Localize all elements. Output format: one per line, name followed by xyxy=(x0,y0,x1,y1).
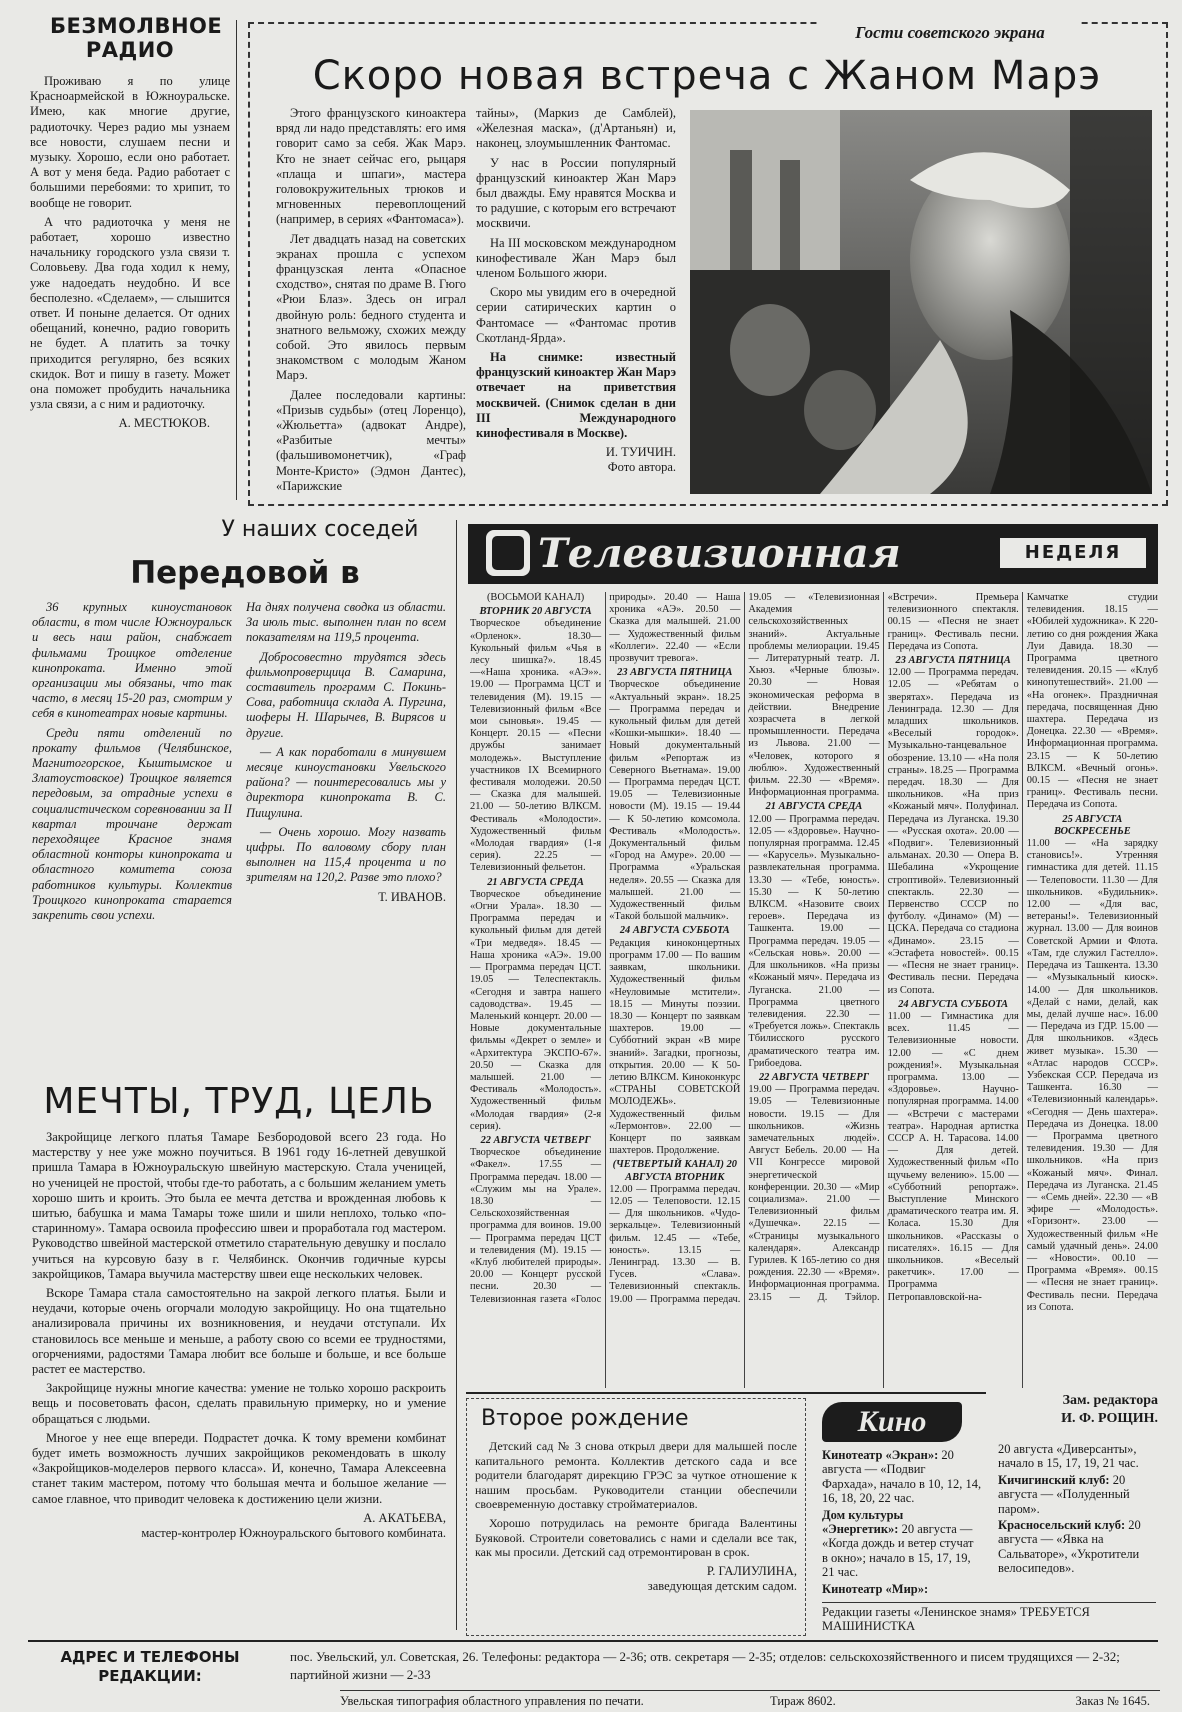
tv-block xyxy=(609,667,740,923)
neighbors-paragraph: На днях получена сводка из области. За июль тыс. выполнен план по всем показателям на 119,5 процента. xyxy=(246,600,446,645)
kino-venue: Красносельский клуб: xyxy=(998,1518,1126,1533)
editor-title: Зам. редактора xyxy=(1062,1393,1158,1408)
section-divider xyxy=(466,1392,986,1394)
kino-listing xyxy=(998,1473,1158,1516)
marais-paragraph: На III московском международном кинофестивале Жан Марэ был членом Большого жюри. xyxy=(476,235,676,281)
marais-kicker: Гости советского экрана xyxy=(820,22,1080,44)
kino-listing xyxy=(822,1448,982,1506)
dreams-paragraph: Закройщице легкого платья Тамаре Безбородовой всего 23 года. Но мастерству у нее уже можно поучиться. В 1961 году 16-летней девушкой пришла Тамара в Южноуральскую швейную мастерскую. Стала ученицей, но ученицей не простой, чтобы где-то работать, а с большим желанием уметь хорошо шить и кроить. Это была ее мечта детства и врожденная любовь к шитью, бабушка и мама Тамары тоже шили и шили неплохо, только «по-старинному». Тамара освоила профессию швеи и проработала год мастером. Руководство швейной мастерской отметило старательную девушку и послало учиться на курсовую базу в г. Челябинск. Окончив годичные курсы закройщиков, Тамара выучила мастерству швеи еще нескольких человек. xyxy=(32,1130,446,1281)
kino-listing-text: 20 августа — «Когда дождь и ветер стучат в окно»; начало в 15, 17, 19, 21 час. xyxy=(822,1522,974,1580)
neighbors-headline: Передовой в xyxy=(130,555,360,591)
neighbors-paragraph: — Очень хорошо. Могу назвать цифры. По валовому сбору план выполнен на 115,4 процента и по зрителям на 120,2. Разве это плохо? xyxy=(246,824,446,885)
rebirth-signature: Р. ГАЛИУЛИНА, xyxy=(706,1563,797,1578)
tv-day: ВТОРНИК 20 АВГУСТА xyxy=(479,606,592,618)
kino-listing xyxy=(822,1508,982,1580)
kino-col1 xyxy=(822,1448,982,1598)
tv-day: 24 АВГУСТА СУББОТА xyxy=(898,998,1009,1010)
tv-screen-icon xyxy=(486,530,530,576)
neighbors-paragraph: Среди пяти отделений по прокату фильмов (Челябинское, Магнитогорское, Кыштымское и Златоустовское) Троицкое является передовым, за отрадные успехи в социалистическом соревновании за II квартал троичане держат переходящее Красное знамя областной конторы кинопроката и областного комитета союза работников культуры. Коллектив Троицкого кинопроката старается закрепить свои успехи. xyxy=(32,725,232,923)
tv-day: 21 АВГУСТА СРЕДА xyxy=(487,876,584,888)
tv-day: 23 АВГУСТА ПЯТНИЦА xyxy=(617,667,733,679)
tv-day: 25 АВГУСТА ВОСКРЕСЕНЬЕ xyxy=(1054,813,1131,837)
tv-banner-title: Телевизионная xyxy=(538,530,901,577)
kino-listing-text: 20 августа — «Явка на Сальваторе», «Укротители велосипедов». xyxy=(998,1518,1141,1576)
footer-order: Заказ № 1645. xyxy=(1075,1694,1150,1708)
tv-program: 12.00 — Программа передач. 12.05 — «Здоровье». Научно-популярная программа. 12.45 — «Карусель». Музыкально-развлекательная программа. 13.30 — «Тебе, юность». 15.30 — К 50-летию ВЛКСМ. «Назовите своих героев». Передача из Ташкента. 19.00 — Программа передач. 19.05 — «Сельская новь». 20.00 — Для школьников. «На призы «Кожаный мяч». Передача из Луганска. 21.00 — Программа цветного телевидения. 22.30 — «Требуется ложь». Спектакль Тбилисского русского драматического театра им. Грибоедова. xyxy=(748,813,880,1069)
tv-day: 21 АВГУСТА СРЕДА xyxy=(765,801,863,813)
radio-paragraph: Проживаю я по улице Красноармейской в Южноуральске. Имею, как многие другие, радиоточку. Через радио мы узнаем все новости, слушаем песни и музыку. Хорошо, если оно работает. А вот у меня беда. Радио работает с большими перебоями: то хрипит, то вообще не говорит. xyxy=(30,74,230,210)
tv-program: Творческое объединение «Огни Урала». 18.30 — Программа передач и кукольный фильм для детей «Три медведя». 18.45 —Наша хроника «АЭ». 19.00 — Программа передач ЦСТ. 19.05 — Телеспектакль. «Сегодня и завтра нашего садоводства». 19.45 — Маленький концерт. 20.00 — Новые документальные фильмы «Декрет о земле» и «Архитектура ЭКСПО-67». 20.50 — Сказка для малышей. 21.00 — Фестиваль «Молодость». Художественный фильм «Молодая гвардия» (2-я серия). xyxy=(470,888,602,1132)
radio-paragraph: А что радиоточка у меня не работает, хорошо известно начальнику городского узла связи т. Соловьеву. Два года ходил к нему, уже надоедать неудобно. И все бесполезно. «Сделаем», — слышится ответ. И поныне делается. От одних обещаний, конечно, радио говорить не будет. А платить за точку приходится регулярно, без всяких скидок. Вот и пишу в газету. Может она поможет пробудить начальника узла связи, а с ним и радиоточку. xyxy=(30,214,230,412)
rebirth-paragraph: Детский сад № 3 снова открыл двери для малышей после капитального ремонта. Коллектив детского сада и все родители благодарят дирекцию ГРЭС за чуткое отношение к нашим просьбам. Руководители станции обеспечили своевременную доставку стройматериалов. xyxy=(475,1439,797,1512)
marais-photo-credit: Фото автора. xyxy=(607,460,676,475)
editor-name: И. Ф. РОЩИН. xyxy=(1061,1411,1158,1426)
kino-listing xyxy=(998,1518,1158,1576)
tv-block xyxy=(470,606,601,874)
dreams-article xyxy=(32,1130,446,1630)
tv-program: 19.00 — Программа передач. 19.05 — Телевизионные новости. 19.15 — Для школьников. «Жизнь замечательных людей». Август Бебель. 20.00 — На VII Конгрессе мировой энергетической конференции. 20.30 — «Мир социализма». 21.00 — Телевизионный фильм «Душечка». 22.15 — «Страницы музыкального календаря». Александр Гурилев. К 165-летию со дня рождения. 22.30 — «Время». Информационная программа. 23.15 — Д. Тэйлор. «Встречи». Премьера телевизионного спектакля. 00.15 — «Песня не знает границ». Фестиваль песни. Передача из Сопота. xyxy=(748,592,1019,1303)
kino-venue: Дом культуры «Энергетик»: xyxy=(822,1507,904,1537)
rebirth-paragraph: Хорошо потрудилась на ремонте бригада Валентины Буяковой. Строители советовались с нами и сделали все так, как мы просили. Детский сад отремонтирован в срок. xyxy=(475,1515,797,1560)
neighbors-paragraph: 36 крупных киноустановок области, в том числе Южноуральск и весь наш район, снабжает фильмами Троицкое отделение кинопроката. Именно этой организации мы обязаны, что так часто, в месяц 15-20 раз, смотрим у себя в кинотеатрах новые картины. xyxy=(32,600,232,721)
tv-day: (ЧЕТВЕРТЫЙ КАНАЛ) 20 АВГУСТА ВТОРНИК xyxy=(612,1159,737,1183)
dreams-paragraph: Вскоре Тамара стала самостоятельно на закрой легкого платья. Были и неудачи, которые очень огорчали молодую закройщицу. Но она тщательно анализировала причины их возникновения, и неудачи отступали. Их становилось все меньше и меньше, а работу свою со всеми ее трудностями, огорчениями, радостями Тамара любит все больше и больше, и все больше растет ее мастерство. xyxy=(32,1286,446,1377)
rebirth-headline: Второе рождение xyxy=(481,1406,689,1431)
rebirth-position: заведующая детским садом. xyxy=(647,1578,797,1593)
tv-banner xyxy=(468,524,1158,584)
tv-intro: (ВОСЬМОЙ КАНАЛ) xyxy=(486,592,585,603)
dreams-paragraph: Многое у нее еще впереди. Подрастет дочка. К тому времени комбинат будет иметь возможность лучших закройщиков рекомендовать в школу «Закройщиков-моделеров первого класса». И, конечно, Тамара Алексеевна станет таким мастером, потому что большая мечта и большое желание — самое главное, что приводит человека к достижению цели жизни. xyxy=(32,1430,446,1506)
tv-day: 22 АВГУСТА ЧЕТВЕРГ xyxy=(758,1071,869,1083)
footer-rule xyxy=(28,1640,1158,1642)
marais-paragraph: тайны», (Маркиз де Самблей), «Железная маска», (д'Артаньян) и, наконец, злоумышленник Фантомас. xyxy=(476,106,676,151)
column-divider xyxy=(456,520,457,1630)
kino-venue: Кичигинский клуб: xyxy=(998,1472,1110,1487)
marais-paragraph: Этого французского киноактера вряд ли надо представлять: его имя говорит само за себя. Жак Марэ. Кто не знает сейчас его, рыцаря «плаща и шпаги», мастера головокружительных трюков и мгновенных перевоплощений (например, в сериях «Фантомаса»). xyxy=(276,106,466,227)
tv-program: Творческое объединение «Факел». 17.55 — Программа передач. 18.00 — «Служим мы на Урале». 18.30 — Сельскохозяйственная программа для воинов. 19.00 — Программа передач ЦСТ и телевидения (М). 19.15 — «Клуб любителей природы». 20.00 — Концерт русской песни. 20.30 — Телевизионная газета «Голос природы». 20.40 — Наша хроника «АЭ». 20.50 — Сказка для малышей. 21.00 — Художественный фильм «Коллеги». 22.40 — «Если прозвучит тревога». xyxy=(470,592,741,1305)
tv-program: 11.00 — «На зарядку становись!». Утренняя гимнастика для детей. 11.15 — Телеповости. 11.30 — Для школьников. «Будильник». 12.00 — «Для вас, ветераны!». Телевизионный журнал. 13.00 — Для воинов Советской Армии и Флота. «Там, где служил Гастелло». Передача из Ташкента. 13.30 — «Музыкальный киоск». 14.00 — Для школьников. «Делай с нами, делай, как мы, делай лучше нас». 16.00 — Передача из ГДР. 15.00 — Для школьников. «Здесь живет музыка». 15.30 — «Атлас народов СССР». Узбекская ССР. Передача из Ташкента. 16.30 — «Телевизионный календарь». «Сегодня — День шахтера». Передача из Донецка. 18.00 — Программа цветного телевидения. 19.30 — Для школьников. «На приз «Кожаный мяч». Финал. Передача из Луганска. 21.45 — «Семь дней». 22.30 — «В эфире — «Молодость». «Горизонт». 23.00 — Художественный фильм «Не самый удачный день». 24.00 — «Новости». 00.10 — Программа «Время». 00.15 — «Песня не знает границ». Фестиваль песни. Передача из Сопота. xyxy=(1026,838,1158,1313)
footer-label: АДРЕС И ТЕЛЕФОНЫ РЕДАКЦИИ: xyxy=(60,1648,240,1685)
job-ad: Редакции газеты «Ленинское знамя» ТРЕБУЕТСЯ МАШИНИСТКА xyxy=(822,1602,1156,1633)
radio-title: БЕЗМОЛВНОЕ РАДИО xyxy=(50,14,223,62)
neighbors-kicker: У наших соседей xyxy=(221,517,419,542)
radio-signature: А. МЕСТЮКОВ. xyxy=(118,416,210,431)
footer-printer: Увельская типография областного управления по печати. xyxy=(340,1694,644,1708)
marais-paragraph: У нас в России популярный французский киноактер Жан Марэ был дважды. Ему нравятся Москва и то радушие, с которым его встречают москвичи. xyxy=(476,155,676,231)
tv-program: 12.00 — Программа передач. 12.05 — Телеповости. 12.15 — Для школьников. «Чудо-зеркальце». Телевизионный фильм. 12.45 — «Тебе, юность». 13.15 — Ленинград. 13.30 — В. Гусев. «Слава». Телевизионный спектакль. 19.00 — Программа передач. 19.05 — «Телевизионная Академия сельскохозяйственных знаний». Актуальные проблемы мелиорации. 19.45 — Литературный театр. Л. Хьюз. «Черные блюзы». 20.30 — Новая экономическая реформа в действии. Внедрение хозрасчета в легкой промышленности. Передача из Львова. 21.00 — «Человек, которого я люблю». Художественный фильм. 22.30 — «Время». Информационная программа. xyxy=(609,592,880,1305)
tv-day: 22 АВГУСТА ЧЕТВЕРГ xyxy=(480,1134,591,1146)
tv-block xyxy=(1027,814,1158,1314)
kino-listing xyxy=(998,1442,1158,1471)
tv-program: Творческое объединение «Орленок». 18.30—Кукольный фильм «Чья в лесу шишка?». 18.45 —«Наша хроника. «АЭ»». 19.00 — Программа ЦСТ и телевидения (М). 19.15 — Телевизионный фильм «Все мои сыновья». 19.45 — Концерт. 20.15 — «Песни дружбы занимает молодежь». Выступление участников IX Всемирного фестиваля молодежи. 20.50 — Сказка для малышей. 21.00 — 50-летию ВЛКСМ. Фестиваль «Молодости». Художественный фильм «Молодая гвардия» (1-я серия). 22.25 — Телевизионный фельетон. xyxy=(470,618,602,874)
tv-program: Творческое объединение «Актуальный экран». 18.25 — Программа передач и кукольный фильм для детей «Кошки-мышки». 18.40 — Новый документальный фильм «Репортаж из Северного Вьетнама». 19.00 — Программа передач ЦСТ. 19.05 — Телевизионные новости (М). 19.15 — 19.44 — К 50-летию комсомола. Фестиваль «Молодость». Документальный фильм «Город на Амуре». 20.00 — Программа «Уральская неделя». 20.55 — Сказка для малышей. 21.00 — Художественный фильм «Такой большой мальчик». xyxy=(609,679,741,923)
dreams-headline: МЕЧТЫ, ТРУД, ЦЕЛЬ xyxy=(43,1081,435,1122)
marais-signature: И. ТУИЧИН. xyxy=(605,445,676,460)
neighbors-paragraph: Добросовестно трудятся здесь фильмопроверщица В. Самарина, составитель программ С. Покинь-Сова, работница склада А. Пургина, шоферы Н. Шарычев, В. Вирясов и другие. xyxy=(246,649,446,740)
neighbors-paragraph: — А как поработали в минувшем месяце киноустановки Увельского района? — поинтересовались мы у директора кинопроката В. С. Пищулина. xyxy=(246,744,446,820)
footer-printer-line xyxy=(340,1690,1160,1711)
kino-venue: Кинотеатр «Экран»: xyxy=(822,1448,939,1462)
dreams-paragraph: Закройщице нужны многие качества: умение не только хорошо раскроить вещь и посоветовать фасон, сделать правильную примерку, но и умение обращаться с людьми. xyxy=(32,1381,446,1426)
marais-paragraph: Далее последовали картины: «Призыв судьбы» (отец Лоренцо), «Жюльетта» (адвокат Андре), «Разбитые мечты» (фальшивомонетчик), «Граф Монте-Кристо» (Эдмон Дантес), «Парижские xyxy=(276,387,466,493)
kino-listing-text: 20 августа — «Подвиг Фархада», начало в 10, 12, 14, 16, 18, 20, 22 час. xyxy=(822,1448,982,1506)
neighbors-col1 xyxy=(32,600,232,1080)
radio-letter xyxy=(30,14,230,504)
kino-listing-text: 20 августа — «Полуденный паром». xyxy=(998,1472,1130,1516)
neighbors-col2 xyxy=(246,600,446,1070)
kino-listing-text: 20 августа «Диверсанты», начало в 15, 17, 19, 21 час. xyxy=(998,1442,1139,1471)
kino-logo-text: Кино xyxy=(857,1405,927,1438)
marais-paragraph: Лет двадцать назад на советских экранах прошла с успехом французская лента «Опасное сходство», снятая по драме В. Гюго «Рюи Блаз». Здесь он играл двойную роль: бедного студента и знатного вельможу, схожих между собой. Это явилось первым знакомством с молодым Жаном Марэ. xyxy=(276,231,466,383)
kino-col2 xyxy=(998,1442,1158,1598)
footer-circulation: Тираж 8602. xyxy=(770,1694,836,1708)
column-divider xyxy=(236,20,237,500)
tv-program: 11.00 — Гимнастика для всех. 11.45 — Телевизионные новости. 12.00 — «С днем рождения!». Музыкальная программа. 13.00 — «Здоровье». Научно-популярная программа. 14.00 — «Встречи с мастерами театра». Народная артистка СССР А. Н. Тарасова. 14.00 — Для детей. Художественный фильм «По щучьему велению». 15.00 — «Субботний репортаж». Выступление Минского драматического театра им. Я. Коласа. 15.30 Для школьников. «Рассказы о писателях». 16.15 — Для школьников. «Веселый ракетчик». 17.00 — Программа Петропавловской-на-Камчатке студии телевидения. 18.15 — «Юбилей художника». К 220-летию со дня рождения Жака Луи Давида. 18.30 — Программа цветного телевидения. 20.15 — «Клуб кинопутешествий». 21.00 — «На огонек». Праздничная передача, посвященная Дню шахтера. Передача из Донецка. 22.30 — «Время». Информационная программа. 23.15 — К 50-летию ВЛКСМ. «Вечный огонь». 00.15 — «Песня не знает границ». Фестиваль песни. Передача из Сопота. xyxy=(887,592,1158,1303)
kino-listing xyxy=(822,1582,982,1596)
footer-address: пос. Увельский, ул. Советская, 26. Телефоны: редактора — 2-36; отв. секретаря — 2-35; отделов: сельскохозяйственного и писем трудящихся — 2-32; партийной жизни — 2-33 xyxy=(290,1649,1120,1682)
marais-caption: На снимке: известный французский киноактер Жан Марэ отвечает на приветствия москвичей. (Снимок сделан в дни III Международного кинофестиваля в Москве). xyxy=(476,350,676,441)
tv-block xyxy=(748,801,879,1069)
tv-program: Редакция киноконцертных программ 17.00 — По вашим заявкам, школьники. Художественный фильм «Неуловимые мстители». 18.15 — Минуты поэзии. 18.30 — Концерт по заявкам шахтеров. 19.00 — Субботний экран «В мире знаний». Загадки, прогнозы, открытия. 20.00 — К 50-летию ВЛКСМ. Киноконкурс «СТРАНЫ СОВЕТСКОЙ МОЛОДЕЖЬ». Художественный фильм «Лермонтов». 22.00 — Концерт по заявкам шахтеров. Продолжение. xyxy=(609,937,741,1157)
marais-paragraph: Скоро мы увидим его в очередной серии сатирических картин о Фантомасе — «Фантомас против Скотланд-Ярда». xyxy=(476,285,676,345)
marais-photo xyxy=(690,110,1152,494)
marais-article-col2 xyxy=(476,106,676,496)
rebirth-box xyxy=(466,1398,806,1636)
tv-block xyxy=(470,877,601,1133)
tv-program: 12.00 — Программа передач. 12.05 — «Ребятам о зверятах». Передача из Ленинграда. 12.30 — Для младших школьников. «Веселый городок». Музыкально-танцевальное обозрение. 13.10 — «На поля страны». 18.25 — Программа передач. 18.30 — Для школьников. «На приз «Кожаный мяч». Полуфинал. Передача из Луганска. 19.30 — «Русская охота». 20.00 — «Подвиг». Телевизионный альманах. 20.30 — Опера В. Шебалина «Укрощение строптивой». Телевизионный спектакль. 22.30 — Первенство СССР по футболу. «Динамо» (М) — ЦСКА. Передача со стадиона «Динамо». 23.15 — «Эстафета новостей». 00.15 — «Песня не знает границ». Фестиваль песни. Передача из Сопота. xyxy=(887,667,1019,996)
marais-headline: Скоро новая встреча с Жаном Марэ xyxy=(312,53,1102,99)
kino-logo xyxy=(822,1402,962,1442)
photo-image xyxy=(690,110,1152,494)
kino-venue: Кинотеатр «Мир»: xyxy=(822,1581,929,1596)
tv-banner-subtitle: НЕДЕЛЯ xyxy=(1000,538,1146,568)
dreams-position: мастер-контролер Южноуральского бытового комбината. xyxy=(141,1525,446,1540)
dreams-signature: А. АКАТЬЕВА, xyxy=(363,1510,446,1525)
kino-section xyxy=(818,1398,1160,1634)
marais-article-col1 xyxy=(276,106,466,496)
tv-block xyxy=(888,655,1019,997)
tv-block xyxy=(609,925,740,1157)
tv-day: 24 АВГУСТА СУББОТА xyxy=(619,925,730,937)
tv-day: 23 АВГУСТА ПЯТНИЦА xyxy=(895,655,1011,667)
neighbors-signature: Т. ИВАНОВ. xyxy=(378,889,446,904)
tv-schedule xyxy=(470,592,1158,1388)
